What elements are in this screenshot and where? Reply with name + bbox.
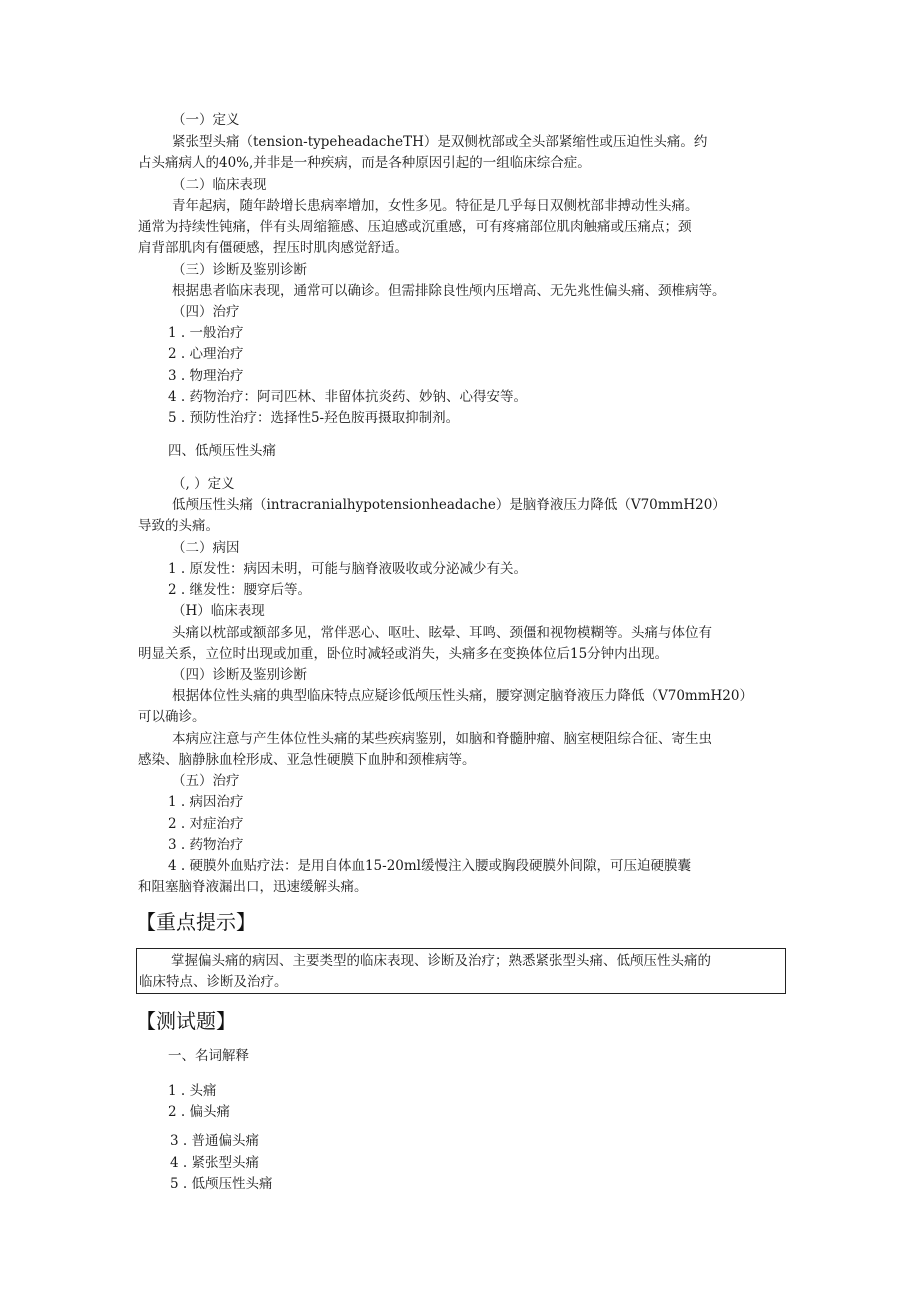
paragraph-line: 头痛以枕部或额部多见，常伴恶心、呕吐、眩晕、耳鸣、颈僵和视物模糊等。头痛与体位有 — [172, 625, 712, 641]
list-item: 3 . 普通偏头痛 — [170, 1133, 259, 1149]
list-item: 1 . 一般治疗 — [168, 325, 244, 341]
list-item: 2 . 心理治疗 — [168, 346, 244, 362]
paragraph-line: 和阻塞脑脊液漏出口，迅速缓解头痛。 — [138, 879, 368, 895]
paragraph-line: 根据患者临床表现，通常可以确诊。但需排除良性颅内压增高、无先兆性偏头痛、颈椎病等。 — [172, 283, 726, 299]
list-item: 4 . 紧张型头痛 — [170, 1155, 259, 1171]
list-item: 4 . 硬膜外血贴疗法：是用自体血15-20ml缓慢注入腰或胸段硬膜外间隙，可压迫硬膜囊 — [168, 858, 691, 874]
list-item: 1 . 病因治疗 — [168, 794, 244, 810]
paragraph-line: 可以确诊。 — [138, 709, 206, 725]
list-item: 5 . 低颅压性头痛 — [170, 1176, 273, 1192]
paragraph-line: 肩背部肌肉有僵硬感，捏压时肌肉感觉舒适。 — [138, 240, 408, 256]
paragraph-line: 明显关系，立位时出现或加重，卧位时减轻或消失，头痛多在变换体位后15分钟内出现。 — [138, 646, 669, 662]
section-heading: （一）定义 — [172, 112, 240, 128]
section-heading: （三）诊断及鉴别诊断 — [172, 262, 307, 278]
paragraph-line: 通常为持续性钝痛，伴有头周缩箍感、压迫感或沉重感，可有疼痛部位肌肉触痛或压痛点；颈 — [138, 219, 692, 235]
test-subtitle: 一、名词解释 — [168, 1048, 249, 1064]
list-item: 1 . 原发性：病因未明，可能与脑脊液吸收或分泌减少有关。 — [168, 561, 527, 577]
section-title: 四、低颅压性头痛 — [168, 443, 276, 459]
list-item: 1 . 头痛 — [168, 1083, 217, 1099]
section-heading: （四）诊断及鉴别诊断 — [172, 667, 307, 683]
section-heading: （二）病因 — [172, 540, 240, 556]
list-item: 2 . 偏头痛 — [168, 1104, 230, 1120]
section-heading: （H）临床表现 — [172, 603, 265, 619]
section-heading: （, ）定义 — [172, 476, 235, 492]
key-points-line: 掌握偏头痛的病因、主要类型的临床表现、诊断及治疗；熟悉紧张型头痛、低颅压性头痛的 — [171, 953, 711, 969]
paragraph-line: 低颅压性头痛（intracranialhypotensionheadache）是脑脊液压力降低（V70mmH20） — [172, 497, 726, 513]
paragraph-line: 感染、脑静脉血栓形成、亚急性硬膜下血肿和颈椎病等。 — [138, 752, 476, 768]
list-item: 5 . 预防性治疗：选择性5-羟色胺再摄取抑制剂。 — [168, 410, 460, 426]
list-item: 4 . 药物治疗：阿司匹林、非留体抗炎药、妙钠、心得安等。 — [168, 389, 527, 405]
paragraph-line: 青年起病，随年龄增长患病率增加，女性多见。特征是几乎每日双侧枕部非搏动性头痛。 — [172, 198, 699, 214]
key-points-line: 临床特点、诊断及治疗。 — [139, 974, 288, 990]
paragraph-line: 占头痛病人的40%,并非是一种疾病，而是各种原因引起的一组临床综合症。 — [138, 155, 591, 171]
paragraph-line: 根据体位性头痛的典型临床特点应疑诊低颅压性头痛，腰穿测定脑脊液压力降低（V70mmH20） — [172, 688, 753, 704]
section-heading: （二）临床表现 — [172, 177, 267, 193]
list-item: 3 . 药物治疗 — [168, 837, 244, 853]
key-points-box — [136, 948, 786, 994]
test-title: 【测试题】 — [136, 1009, 236, 1033]
paragraph-line: 本病应注意与产生体位性头痛的某些疾病鉴别，如脑和脊髓肿瘤、脑室梗阻综合征、寄生虫 — [172, 731, 712, 747]
key-points-title: 【重点提示】 — [136, 910, 256, 934]
list-item: 3 . 物理治疗 — [168, 368, 244, 384]
list-item: 2 . 对症治疗 — [168, 816, 244, 832]
section-heading: （五）治疗 — [172, 773, 240, 789]
section-heading: （四）治疗 — [172, 304, 240, 320]
list-item: 2 . 继发性：腰穿后等。 — [168, 582, 311, 598]
paragraph-line: 导致的头痛。 — [138, 518, 219, 534]
paragraph-line: 紧张型头痛（tension-typeheadacheTH）是双侧枕部或全头部紧缩性或压迫性头痛。约 — [172, 134, 708, 150]
